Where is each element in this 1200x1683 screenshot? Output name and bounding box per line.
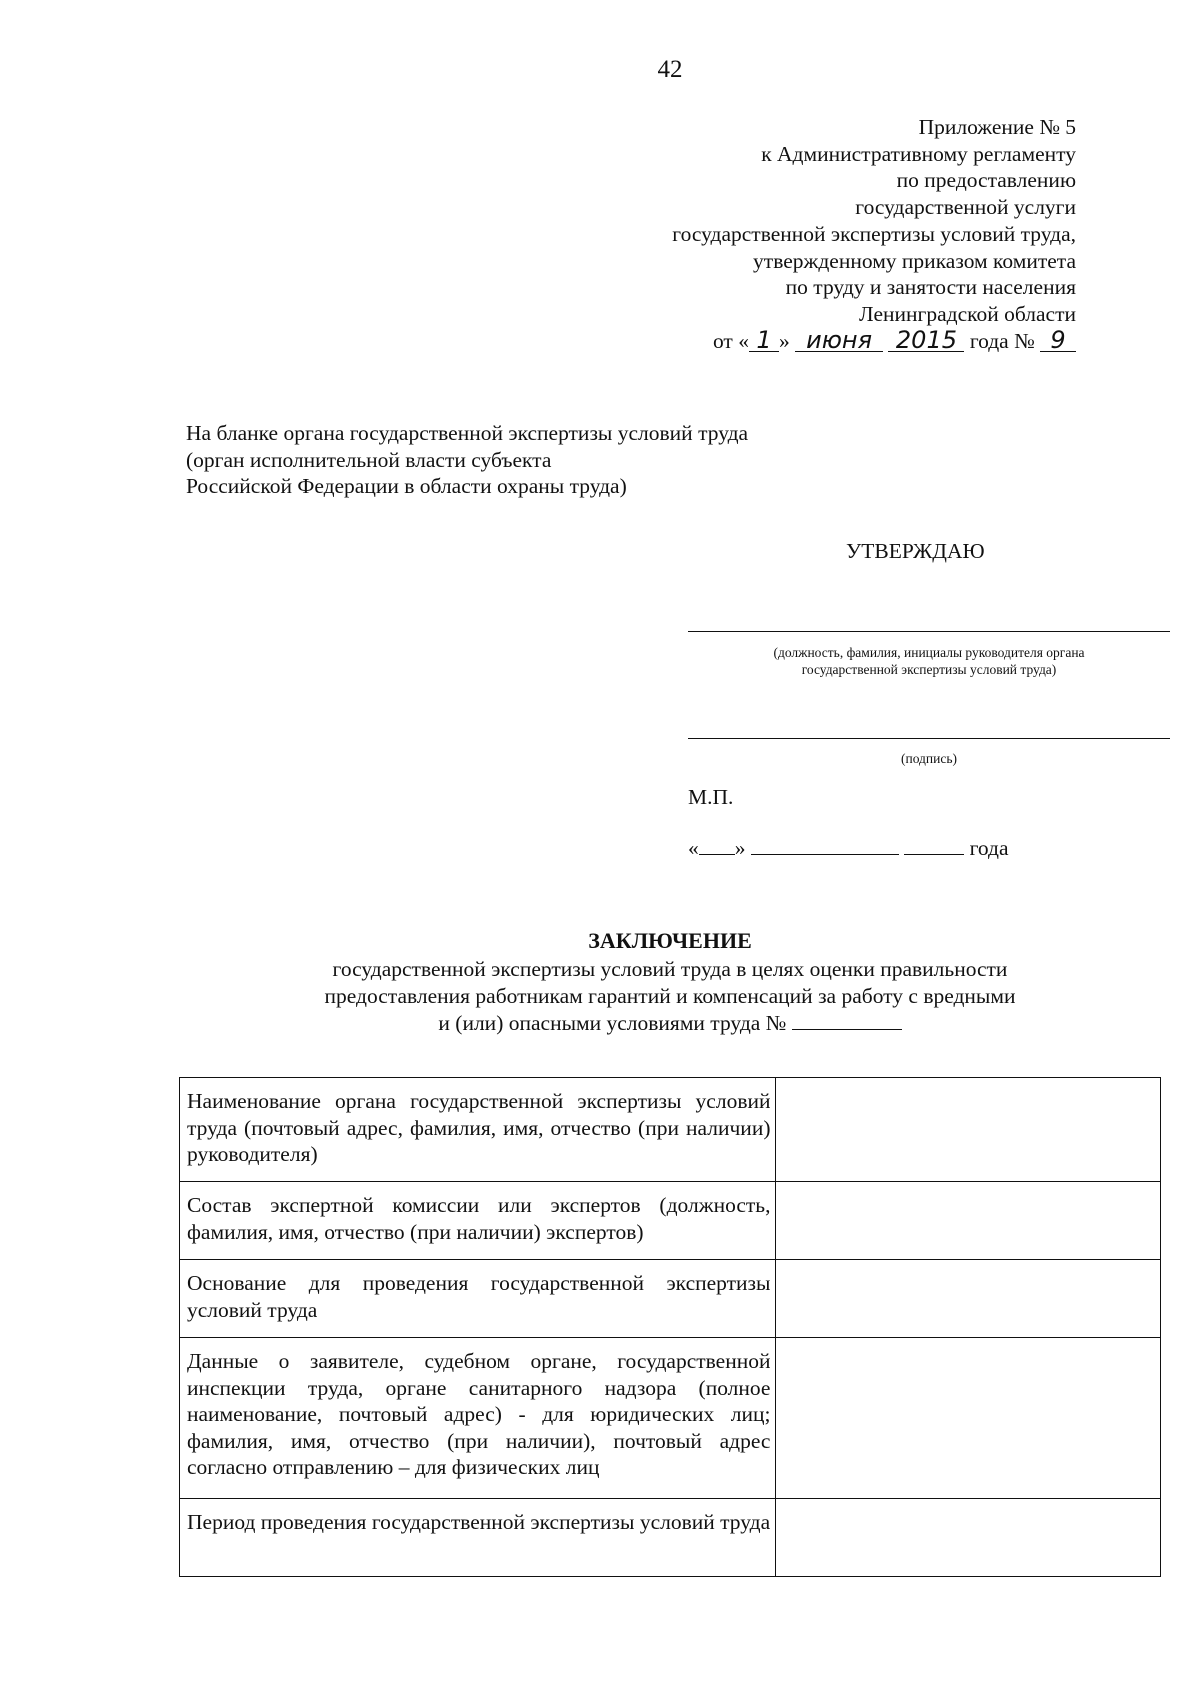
row-label: Данные о заявителе, судебном органе, государственной инспекции труда, органе санитарного надзора (полное наименование, почтовый адрес) - для юридических лиц; фамилия, имя, отчество (при наличии), почтовый адрес согласно отправлению – для физических лиц [180,1338,776,1499]
page-number: 42 [657,56,683,83]
month-blank [751,836,899,855]
handwritten-year: 2015 [888,329,964,352]
order-date-line [672,325,1076,355]
handwritten-day: 1 [749,329,779,352]
table-row [180,1499,1161,1577]
subtitle-line-text: и (или) опасными условиями труда № [438,1011,787,1035]
blank-header-line: (орган исполнительной власти субъекта [186,447,552,472]
handwritten-order-number: 9 [1040,329,1076,352]
blank-header-line: Российской Федерации в области охраны труда) [186,474,627,498]
conclusion-subtitle [0,956,1200,1037]
row-label: Состав экспертной комиссии или экспертов (должность, фамилия, имя, отчество (при наличии) экспертов) [180,1182,776,1260]
appendix-line: Ленинградской области [859,301,1076,326]
appendix-line: государственной услуги [855,195,1076,220]
row-value-cell [776,1182,1161,1260]
row-label: Наименование органа государственной экспертизы условий труда (почтовый адрес, фамилия, имя, отчество (при наличии) руководителя) [180,1078,776,1182]
row-value-cell [776,1499,1161,1577]
row-value-cell [776,1078,1161,1182]
table-row [180,1338,1161,1499]
appendix-line: по предоставлению [896,168,1076,193]
appendix-line: Приложение № 5 [918,115,1076,139]
subtitle-line: предоставления работникам гарантий и компенсаций за работу с вредными [324,984,1016,1008]
signature-line [688,738,1170,739]
approval-heading: УТВЕРЖДАЮ [846,539,985,563]
seal-placeholder: М.П. [688,785,734,809]
year-blank [904,836,964,855]
table-row [180,1260,1161,1338]
approval-date [688,836,1009,861]
signature-caption: (подпись) [900,751,958,766]
appendix-line: по труду и занятости населения [785,275,1076,300]
appendix-block [672,114,1076,354]
conclusion-title: ЗАКЛЮЧЕНИЕ [588,928,752,953]
row-value-cell [776,1260,1161,1338]
blank-header-line: На бланке органа государственной экспертизы условий труда [186,421,749,445]
row-label: Период проведения государственной экспертизы условий труда [180,1499,776,1577]
appendix-line: государственной экспертизы условий труда, [672,221,1076,246]
row-value-cell [776,1338,1161,1499]
subtitle-line: государственной экспертизы условий труда в целях оценки правильности [332,957,1008,981]
row-label: Основание для проведения государственной экспертизы условий труда [180,1260,776,1338]
position-caption [688,644,1170,678]
expertise-table [179,1077,1161,1577]
blank-header [186,420,748,500]
date-close-quote: » [734,836,746,860]
table-row [180,1182,1161,1260]
year-suffix: года № [969,328,1035,353]
position-caption-line: (должность, фамилия, инициалы руководителя органа [773,645,1085,660]
day-blank [699,836,735,855]
appendix-line: утвержденному приказом комитета [753,248,1076,273]
position-line [688,631,1170,632]
handwritten-month: июня [795,329,883,352]
table-row [180,1078,1161,1182]
date-mid: » [778,328,790,353]
position-caption-line: государственной экспертизы условий труда) [801,662,1057,677]
subtitle-line [0,1010,1200,1037]
date-suffix: года [969,836,1009,860]
conclusion-number-blank [792,1011,902,1030]
date-open-quote: « [688,836,699,860]
date-prefix: от « [712,328,749,353]
appendix-line: к Административному регламенту [761,141,1076,166]
